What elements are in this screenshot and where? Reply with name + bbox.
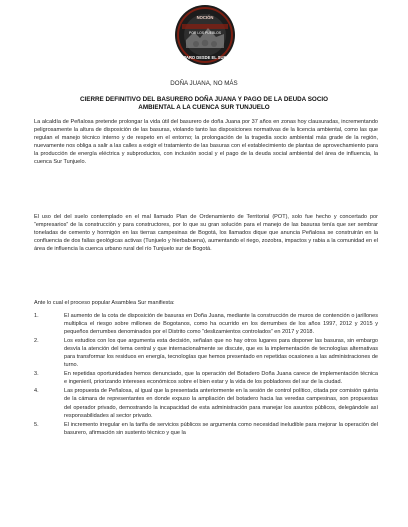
manifesto-intro: Ante lo cual el proceso popular Asamblea Sur manifiesta: <box>34 300 175 306</box>
list-item-number: 3. <box>34 371 39 378</box>
list-item <box>34 370 378 386</box>
list-item-text: Los estudios con los que argumenta esta decisión, señalan que no hay otros lugares para disponer las basuras, sin embargo desvía la atención del tema central y que internacionalmente se discute, que es la implementación de tecnologías alternativas para transformar los residuos en energía, tecnologías que hemos presentado en repetidas ocasiones a las administraciones de turno. <box>64 338 378 369</box>
heading-line-1: CIERRE DEFINITIVO DEL BASURERO DOÑA JUANA Y PAGO DE LA DEUDA SOCIO <box>79 96 329 103</box>
document-heading <box>46 96 362 113</box>
paragraph-2: El uso del del suelo contemplado en el mal llamado Plan de Ordenamiento de Territorial (POT), solo fue hecho y concertado por “empresarios” de la construcción y para constructores, por lo que su gran solución para el manejo de las basuras tenía que ser sembrar toneladas de cemento y hormigón en las tierras campesinas de Bogotá, los llamados dique que anuncia Peñalosa se construirán en la confluencia de dos fallas geológicas activas (Tunjuelo y hierbabuena), aumentando el riego, zozobra, impactos y rabia a la comunidad en el área de influencia la cuenca urbano rural del río Tunjuelo sur de Bogotá. <box>34 214 378 253</box>
list-item <box>34 312 378 336</box>
list-item-number: 2. <box>34 338 39 345</box>
paragraph-1: La alcaldía de Peñalosa pretende prolongar la vida útil del basurero de doña Juana por 37 años en zonas hoy clausuradas, incrementando peligrosamente la altura de disposición de las basuras, violando tanto las disposiciones normativas de la licencia ambiental, como las que regulan el manejo técnico interno y de respeto en el entorno; la prolongación de la tragedia socio ambiental más grade de la región, nuevamente nos obliga a salir a las calles a exigir el tratamiento de las basuras con el establecimiento de plantas de aprovechamiento para la producción de energía eléctrica y subproductos, con inclusión social y el pago de la deuda social ambiental del área de influencia, la cuenca Sur Tunjuelo. <box>34 119 378 166</box>
list-item-text: Las propuesta de Peñalosa, al igual que la presentada anteriormente en la sesión de control político, citada por comisión quinta de la cámara de representantes en donde expuso la ampliación del botadero hacia las veredas campesinas, son propuestas del operador privado, demostrando la incapacidad de esta administración para manejar los asuntos públicos, delegándole así responsabilidades al sector privado. <box>64 388 378 419</box>
logo-top-text: NOCIÓN <box>196 15 214 20</box>
list-item <box>34 337 378 369</box>
logo-bottom-text: PARO DESDE EL SUR <box>183 55 227 60</box>
list-item <box>34 387 378 419</box>
heading-line-2: AMBIENTAL A LA CUENCA SUR TUNJUELO <box>138 104 270 112</box>
list-item <box>34 421 378 437</box>
assembly-logo <box>172 4 238 68</box>
document-subtitle: DOÑA JUANA, NO MÁS <box>170 80 238 87</box>
list-item-text: El incremento irregular en la tarifa de servicios públicos se argumenta como necesidad ineludible para mejorar la operación del basurero, afirmación sin sustento técnico y que la <box>64 421 378 436</box>
list-item-text: El aumento de la cota de disposición de basuras en Doña Juana, mediante la construcción de muros de contención o jarillones multiplica el riesgo sobre millones de Bogotanos, como ha ocurrido en los derrumbes de los años 1997, 2012 y 2015 y pequeños derrumbes denominados por el Distrito como “deslizamientos controlados” en 2017 y 2018. <box>64 313 378 336</box>
manifesto-list <box>34 312 378 438</box>
list-item-number: 1. <box>34 313 39 319</box>
list-item-number: 4. <box>34 388 39 395</box>
list-item-number: 5. <box>34 421 39 428</box>
list-item-text: En repetidas oportunidades hemos denunciado, que la operación del Botadero Doña Juana carece de implementación técnica e ingenieril, priorizando intereses económicos sobre el bien estar y la vida de los pobladores del sur de la ciudad. <box>64 371 378 386</box>
logo-middle-text: POR LOS PUEBLOS <box>188 31 222 35</box>
